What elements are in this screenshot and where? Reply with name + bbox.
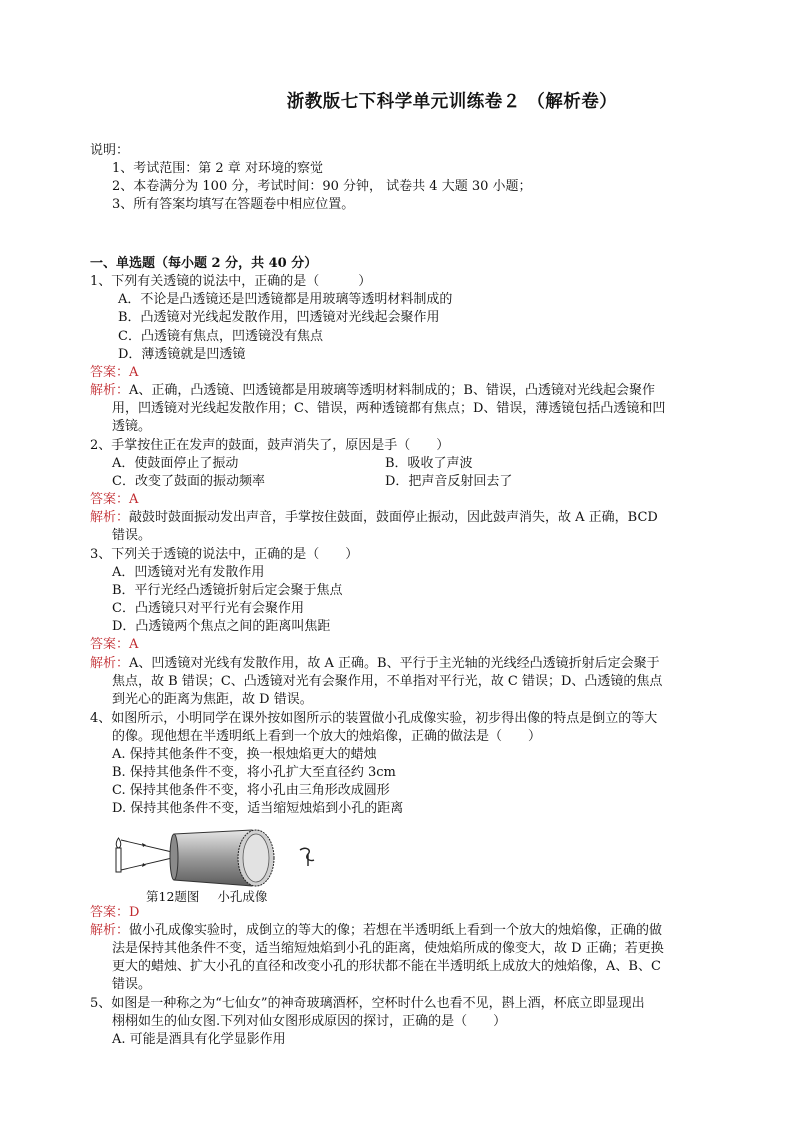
q2-answer	[90, 491, 138, 509]
answer-label: 答案：	[90, 365, 130, 380]
q1-stem: 1、下列有关透镜的说法中，正确的是（ ）	[90, 274, 372, 289]
q4-option-b: B. 保持其他条件不变，将小孔扩大至直径约 3cm	[112, 765, 396, 780]
notes-label: 说明：	[90, 143, 130, 158]
answer-value: D	[129, 905, 140, 920]
notes-item-1: 1、考试范围：第 2 章 对环境的察觉	[112, 161, 323, 176]
q1-option-d: D．薄透镜就是凹透镜	[118, 347, 246, 362]
q1-option-b: B．凸透镜对光线起发散作用，凹透镜对光线起会聚作用	[118, 310, 440, 325]
q1-analysis-line-3: 透镜。	[112, 419, 152, 434]
q4-answer	[90, 904, 139, 922]
answer-label: 答案：	[90, 637, 130, 652]
q1-analysis	[90, 382, 655, 400]
q3-stem: 3、下列关于透镜的说法中，正确的是（ ）	[90, 547, 359, 562]
light-ray	[121, 858, 172, 870]
figure-title: 小孔成像	[217, 889, 268, 904]
q2-stem: 2、手掌按住正在发声的鼓面，鼓声消失了，原因是手（ ）	[90, 438, 450, 453]
notes-item-3: 3、所有答案均填写在答题卷中相应位置。	[112, 197, 355, 212]
q3-option-b: B．平行光经凸透镜折射后定会聚于焦点	[112, 583, 343, 598]
q2-option-c: C．改变了鼓面的振动频率	[112, 474, 265, 489]
q3-option-a: A．凹透镜对光有发散作用	[112, 565, 265, 580]
analysis-line: A、凹透镜对光线有发散作用，故 A 正确。B、平行于主光轴的光线经凸透镜折射后定会聚于	[129, 656, 660, 671]
page-title: 浙教版七下科学单元训练卷２ （解析卷）	[286, 92, 618, 112]
pinhole-camera-figure	[112, 826, 332, 888]
answer-label: 答案：	[90, 492, 130, 507]
analysis-label: 解析：	[90, 383, 130, 398]
analysis-label: 解析：	[90, 510, 130, 525]
q2-analysis	[90, 509, 658, 527]
q4-analysis-line-3: 更大的蜡烛、扩大小孔的直径和改变小孔的形状都不能在半透明纸上成放大的烛焰像，A、B、C	[112, 959, 661, 974]
analysis-label: 解析：	[90, 923, 130, 938]
answer-value: A	[129, 492, 139, 507]
q4-stem-line-1: 4、如图所示，小明同学在课外按如图所示的装置做小孔成像实验，初步得出像的特点是倒立的等大	[90, 711, 658, 726]
q1-analysis-line-2: 用，凹透镜对光线起发散作用；C、错误，两种透镜都有焦点；D、错误，薄透镜包括凸透镜和凹	[112, 401, 666, 416]
candle-icon	[116, 848, 121, 872]
q4-analysis	[90, 922, 662, 940]
section-heading: 一、单选题（每小题 2 分，共 40 分）	[90, 256, 318, 271]
analysis-line: 敲鼓时鼓面振动发出声音，手掌按住鼓面，鼓面停止振动，因此鼓声消失，故 A 正确，BCD	[129, 510, 658, 525]
q3-analysis	[90, 655, 660, 673]
q2-option-b: B．吸收了声波	[385, 456, 473, 471]
answer-value: A	[129, 365, 139, 380]
notes-item-2: 2、本卷满分为 100 分，考试时间：90 分钟， 试卷共 4 大题 30 小题；	[112, 179, 532, 194]
q3-answer	[90, 636, 138, 654]
answer-value: A	[129, 637, 139, 652]
q4-option-d: D. 保持其他条件不变，适当缩短烛焰到小孔的距离	[112, 801, 404, 816]
q2-option-d: D．把声音反射回去了	[385, 474, 513, 489]
q2-option-a: A．使鼓面停止了振动	[112, 456, 239, 471]
q5-stem-line-1: 5、如图是一种称之为“七仙女”的神奇玻璃酒杯，空杯时什么也看不见，斟上酒，杯底立即显现出	[90, 996, 645, 1011]
q4-option-c: C. 保持其他条件不变，将小孔由三角形改成圆形	[112, 783, 390, 798]
figure-caption	[146, 887, 285, 905]
q5-option-a: A. 可能是酒具有化学显影作用	[112, 1032, 286, 1047]
q3-option-c: C．凸透镜只对平行光有会聚作用	[112, 601, 304, 616]
q4-stem-line-2: 的像。现他想在半透明纸上看到一个放大的烛焰像，正确的做法是（ ）	[112, 729, 542, 744]
inverted-image-icon	[300, 848, 314, 860]
q1-answer	[90, 364, 138, 382]
q3-analysis-line-2: 焦点，故 B 错误；C、凸透镜对光有会聚作用，不单指对平行光，故 C 错误；D、凸透镜的焦点	[112, 674, 663, 689]
flame-icon	[116, 838, 121, 848]
q4-option-a: A. 保持其他条件不变，换一根烛焰更大的蜡烛	[112, 747, 377, 762]
q2-analysis-line-2: 错误。	[112, 528, 152, 543]
q1-option-c: C．凸透镜有焦点，凹透镜没有焦点	[118, 329, 323, 344]
q3-option-d: D．凸透镜两个焦点之间的距离叫焦距	[112, 619, 331, 634]
light-ray	[121, 840, 172, 852]
analysis-line: 做小孔成像实验时，成倒立的等大的像；若想在半透明纸上看到一个放大的烛焰像，正确的做	[129, 923, 663, 938]
q1-option-a: A．不论是凸透镜还是凹透镜都是用玻璃等透明材料制成的	[118, 292, 453, 307]
answer-label: 答案：	[90, 905, 130, 920]
q4-analysis-line-4: 错误。	[112, 977, 152, 992]
analysis-label: 解析：	[90, 656, 130, 671]
q3-analysis-line-3: 到光心的距离为焦距，故 D 错误。	[112, 692, 313, 707]
figure-number: 第12题图	[146, 889, 200, 904]
q5-stem-line-2: 栩栩如生的仙女图.下列对仙女图形成原因的探讨，正确的是（ ）	[112, 1014, 507, 1029]
analysis-line: A、正确，凸透镜、凹透镜都是用玻璃等透明材料制成的；B、错误，凸透镜对光线起会聚作	[129, 383, 655, 398]
q4-analysis-line-2: 法是保持其他条件不变，适当缩短烛焰到小孔的距离，使烛焰所成的像变大，故 D 正确；若更换	[112, 941, 664, 956]
